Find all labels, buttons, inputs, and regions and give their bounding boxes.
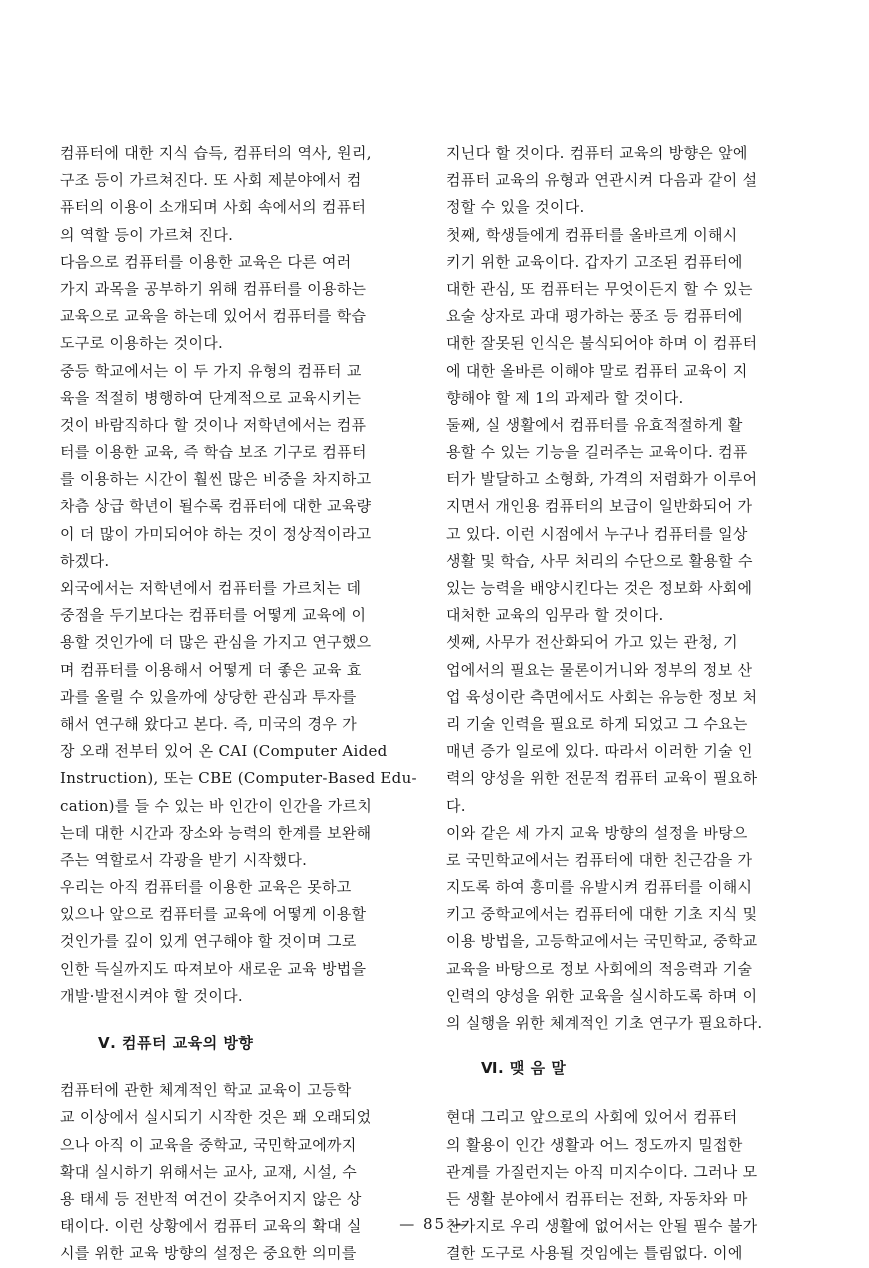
text-line: 용할 것인가에 더 많은 관심을 가지고 연구했으 (60, 633, 372, 652)
text-line: 의 활용이 인간 생활과 어느 정도까지 밀접한 (446, 1135, 743, 1154)
text-line: 둘째, 실 생활에서 컴퓨터를 유효적절하게 활 (446, 415, 743, 434)
text-line: 셋째, 사무가 전산화되어 가고 있는 관청, 기 (446, 633, 738, 652)
paragraph (60, 575, 432, 874)
text-line: 매년 증가 일로에 있다. 따라서 이러한 기술 인 (446, 742, 753, 761)
text-line: 과를 올릴 수 있을까에 상당한 관심과 투자를 (60, 687, 357, 706)
text-line: 다. (446, 796, 466, 815)
text-line: 구조 등이 가르쳐진다. 또 사회 제분야에서 컴 (60, 171, 362, 190)
paragraph (446, 222, 818, 412)
text-line: 있으나 앞으로 컴퓨터를 교육에 어떻게 이용할 (60, 905, 367, 924)
text-line: 우리는 아직 컴퓨터를 이용한 교육은 못하고 (60, 878, 352, 897)
text-line: 컴퓨터 교육의 유형과 연관시켜 다음과 같이 설 (446, 171, 758, 190)
text-line: 주는 역할로서 각광을 받기 시작했다. (60, 850, 308, 869)
text-line: 퓨터의 이용이 소개되며 사회 속에서의 컴퓨터 (60, 198, 367, 217)
text-line: 생활 및 학습, 사무 처리의 수단으로 활용할 수 (446, 551, 753, 570)
text-line: 다음으로 컴퓨터를 이용한 교육은 다른 여러 (60, 252, 352, 271)
text-line: 대한 관심, 또 컴퓨터는 무엇이든지 할 수 있는 (446, 279, 753, 298)
text-line: 지닌다 할 것이다. 컴퓨터 교육의 방향은 앞에 (446, 144, 748, 162)
text-line: 이용 방법을, 고등학교에서는 국민학교, 중학교 (446, 932, 758, 951)
text-line: 의 역할 등이 가르쳐 진다. (60, 225, 234, 244)
text-line: 결한 도구로 사용될 것임에는 틀림없다. 이에 (446, 1244, 743, 1263)
text-line: 장 오래 전부터 있어 온 CAI (Computer Aided (60, 742, 388, 761)
text-line: 이 더 많이 가미되어야 하는 것이 정상적이라고 (60, 524, 372, 543)
text-line: 교육을 바탕으로 정보 사회에의 적응력과 기술 (446, 959, 753, 978)
text-line: 의 실행을 위한 체계적인 기초 연구가 필요하다. (446, 1014, 763, 1032)
text-line: 컴퓨터에 관한 체계적인 학교 교육이 고등학 (60, 1081, 352, 1100)
paragraph (60, 1077, 432, 1267)
text-line: 중점을 두기보다는 컴퓨터를 어떻게 교육에 이 (60, 606, 367, 625)
text-line: 업에서의 필요는 물론이거니와 정부의 정보 산 (446, 660, 753, 679)
paragraph (446, 1104, 818, 1267)
text-line: 터를 이용한 교육, 즉 학습 보조 기구로 컴퓨터 (60, 443, 367, 462)
text-line: 로 국민학교에서는 컴퓨터에 대한 친근감을 가 (446, 850, 753, 869)
text-line: 인한 득실까지도 따져보아 새로운 교육 방법을 (60, 959, 367, 978)
text-line: 력의 양성을 위한 전문적 컴퓨터 교육이 필요하 (446, 769, 758, 788)
text-line: 용 태세 등 전반적 여건이 갖추어지지 않은 상 (60, 1189, 362, 1208)
text-line: 컴퓨터에 대한 지식 습득, 컴퓨터의 역사, 원리, (60, 144, 372, 162)
right-body-before (446, 140, 818, 1037)
text-line: 시를 위한 교육 방향의 설정은 중요한 의미를 (60, 1244, 357, 1263)
text-line: 개발·발전시켜야 할 것이다. (60, 986, 243, 1005)
text-line: 찬가지로 우리 생활에 없어서는 안될 필수 불가 (446, 1217, 758, 1236)
text-line: 첫째, 학생들에게 컴퓨터를 올바르게 이해시 (446, 225, 738, 244)
paragraph (446, 412, 818, 630)
text-line: 업 육성이란 측면에서도 사회는 유능한 정보 처 (446, 687, 758, 706)
text-line: 터가 발달하고 소형화, 가격의 저렴화가 이루어 (446, 470, 758, 489)
text-line: 에 대한 올바른 이해야 말로 컴퓨터 교육이 지 (446, 361, 748, 380)
text-line: 차츰 상급 학년이 될수록 컴퓨터에 대한 교육량 (60, 497, 372, 516)
text-line: 키기 위한 교육이다. 갑자기 고조된 컴퓨터에 (446, 252, 743, 271)
text-line: 도구로 이용하는 것이다. (60, 334, 224, 353)
text-line: 하겠다. (60, 551, 110, 570)
left-body-after (60, 1077, 432, 1267)
text-line: 대처한 교육의 임무라 할 것이다. (446, 606, 664, 625)
section-heading-v: Ⅴ. 컴퓨터 교육의 방향 (98, 1034, 254, 1052)
right-column (446, 140, 818, 1268)
text-line: 태이다. 이런 상황에서 컴퓨터 교육의 확대 실 (60, 1217, 362, 1236)
paragraph (446, 820, 818, 1038)
section-heading-vi: Ⅵ. 맺 음 말 (481, 1059, 567, 1078)
text-line: 리 기술 인력을 필요로 하게 되었고 그 수요는 (446, 714, 748, 733)
paragraph (446, 629, 818, 819)
text-line: Instruction), 또는 CBE (Computer-Based Edu- (60, 769, 417, 788)
text-line: 지도록 하여 흥미를 유발시켜 컴퓨터를 이해시 (446, 878, 753, 897)
right-body-after (446, 1104, 818, 1267)
text-line: 관계를 가질런지는 아직 미지수이다. 그러나 모 (446, 1162, 758, 1181)
text-line: 를 이용하는 시간이 훨씬 많은 비중을 차지하고 (60, 470, 372, 489)
paragraph (60, 249, 432, 358)
text-line: 지면서 개인용 컴퓨터의 보급이 일반화되어 가 (446, 497, 753, 516)
text-line: 요술 상자로 과대 평가하는 풍조 등 컴퓨터에 (446, 307, 743, 326)
text-line: 중등 학교에서는 이 두 가지 유형의 컴퓨터 교 (60, 361, 362, 380)
text-line: 용할 수 있는 기능을 길러주는 교육이다. 컴퓨 (446, 443, 748, 462)
text-line: 육을 적절히 병행하여 단계적으로 교육시키는 (60, 388, 362, 407)
text-line: 향해야 할 제 1의 과제라 할 것이다. (446, 388, 684, 407)
paragraph (446, 140, 818, 222)
text-line: 는데 대한 시간과 장소와 능력의 한계를 보완해 (60, 823, 372, 842)
text-line: 키고 중학교에서는 컴퓨터에 대한 기초 지식 및 (446, 905, 758, 924)
text-line: 며 컴퓨터를 이용해서 어떻게 더 좋은 교육 효 (60, 660, 362, 679)
text-line: 해서 연구해 왔다고 본다. 즉, 미국의 경우 가 (60, 714, 358, 733)
text-line: 외국에서는 저학년에서 컴퓨터를 가르치는 데 (60, 579, 362, 597)
left-column (60, 140, 432, 1268)
paragraph (60, 874, 432, 1010)
text-line: 대한 잘못된 인식은 불식되어야 하며 이 컴퓨터 (446, 334, 758, 353)
text-line: 이와 같은 세 가지 교육 방향의 설정을 바탕으 (446, 823, 748, 842)
text-line: 있는 능력을 배양시킨다는 것은 정보화 사회에 (446, 579, 753, 597)
text-line: 정할 수 있을 것이다. (446, 198, 585, 217)
text-line: cation)를 들 수 있는 바 인간이 인간을 가르치 (60, 796, 373, 815)
paragraph (60, 140, 432, 249)
left-body-before (60, 140, 432, 1010)
text-line: 으나 아직 이 교육을 중학교, 국민학교에까지 (60, 1135, 357, 1154)
text-line: 교육으로 교육을 하는데 있어서 컴퓨터를 학습 (60, 307, 367, 326)
paragraph (60, 358, 432, 576)
text-line: 확대 실시하기 위해서는 교사, 교재, 시설, 수 (60, 1162, 358, 1181)
text-line: 교 이상에서 실시되기 시작한 것은 꽤 오래되었 (60, 1108, 372, 1127)
text-line: 것이 바람직하다 할 것이나 저학년에서는 컴퓨 (60, 415, 367, 434)
text-line: 고 있다. 이런 시점에서 누구나 컴퓨터를 일상 (446, 524, 748, 543)
text-line: 현대 그리고 앞으로의 사회에 있어서 컴퓨터 (446, 1108, 738, 1127)
text-line: 가지 과목을 공부하기 위해 컴퓨터를 이용하는 (60, 279, 367, 298)
text-line: 든 생활 분야에서 컴퓨터는 전화, 자동차와 마 (446, 1189, 748, 1208)
text-line: 인력의 양성을 위한 교육을 실시하도록 하며 이 (446, 986, 758, 1005)
text-line: 것인가를 깊이 있게 연구해야 할 것이며 그로 (60, 932, 357, 951)
page-number: — 85 — (399, 1215, 470, 1233)
